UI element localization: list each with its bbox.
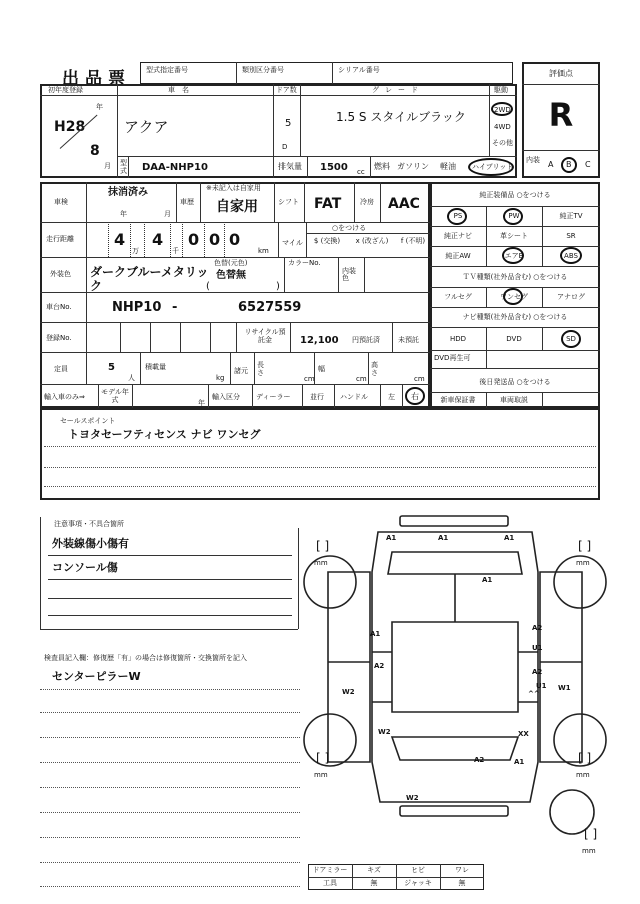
- doors-value: 5: [285, 118, 292, 129]
- warranty: 新車保証書: [440, 396, 476, 404]
- model-year-label: モデル年式: [101, 388, 129, 404]
- height-label: 高さ: [371, 361, 378, 377]
- grade-name: 1.5 S スタイルブラック: [336, 110, 466, 124]
- color-no-label: カラーNo.: [288, 259, 321, 267]
- cc-unit: cc: [357, 168, 365, 176]
- shift-value: FAT: [314, 196, 342, 212]
- diagram-mark: A1: [514, 758, 525, 766]
- chassis-dash: -: [172, 300, 178, 315]
- interior-c: C: [585, 160, 591, 169]
- navi-hdd: HDD: [449, 335, 467, 343]
- height-cm-unit: cm: [414, 375, 425, 383]
- equip-aw-genuine: 純正AW: [445, 252, 471, 260]
- navi-dvd: DVD: [506, 335, 522, 343]
- diagram-mark: A2: [532, 668, 543, 676]
- man-unit: 万: [132, 247, 139, 255]
- drive-4wd: 4WD: [494, 123, 511, 131]
- history-note: ※未記入は自家用: [206, 184, 261, 192]
- fuel-hybrid: ハイブリッド: [472, 163, 514, 171]
- steering-label: ハンドル: [340, 393, 368, 401]
- navi-sd: SD: [566, 335, 576, 343]
- diagram-mark: A1: [482, 576, 493, 584]
- dvd-player: DVD再生可: [434, 354, 471, 362]
- circle-mark-icon: [468, 158, 514, 176]
- equip-pw: PW: [508, 212, 520, 220]
- inspector-text: センターピラーW: [52, 670, 141, 683]
- circle-mark-icon: [561, 330, 581, 348]
- diagram-mark: XX: [518, 730, 529, 738]
- serial-no-label: シリアル番号: [338, 66, 380, 74]
- mileage-circle-note: ○をつける: [332, 224, 367, 232]
- legend-jack-value: 無: [458, 879, 466, 887]
- tyre-rear-left: [304, 714, 356, 766]
- capacity-value: 5: [108, 362, 115, 373]
- later-items-title: 後日発送品 ○をつける: [479, 378, 551, 386]
- inspector-label: 検査員記入欄：修復歴「有」の場合は修復箇所・交換箇所を記入: [44, 654, 247, 662]
- shaken-month-unit: 月: [164, 210, 171, 218]
- first-reg-label: 初年度登録: [48, 86, 83, 94]
- equip-abs: ABS: [564, 252, 578, 260]
- page-title: 出品票: [62, 69, 131, 89]
- import-type-label: 輸入区分: [212, 393, 240, 401]
- mm-unit-rear-right: mm: [576, 771, 590, 779]
- circle-mark-icon: [502, 247, 524, 264]
- chassis-number: 6527559: [238, 300, 302, 315]
- roof-shape: [392, 622, 518, 712]
- equip-leather-seat: 革シート: [500, 232, 528, 240]
- note-line-1: 外装線傷小傷有: [52, 537, 129, 550]
- length-label: 長さ: [257, 361, 264, 377]
- diagram-mark: W2: [342, 688, 355, 696]
- ac-label: 冷房: [360, 198, 374, 206]
- color-label: 外装色: [50, 270, 71, 278]
- mileage-label: 走行距離: [46, 235, 74, 243]
- legend-header-scratch: キズ: [367, 866, 381, 874]
- sen-unit: 千: [172, 247, 179, 255]
- dims-label: 諸元: [234, 367, 248, 375]
- model-type: DAA-NHP10: [142, 162, 208, 173]
- circle-mark-icon: [405, 387, 425, 405]
- load-label: 積載量: [145, 363, 166, 371]
- fuel-label: 燃料: [374, 162, 390, 171]
- displacement-label: 排気量: [278, 162, 302, 171]
- diagram-mark: A1: [504, 534, 515, 542]
- diagram-mark: A2: [374, 662, 385, 670]
- first-reg-era: H28: [54, 119, 86, 135]
- month-unit: 月: [104, 162, 111, 170]
- diagram-mark: A1: [438, 534, 449, 542]
- mileage-exchange-option: $ (交換): [313, 237, 341, 245]
- car-name-label: 車 名: [168, 86, 189, 94]
- shaken-label: 車検: [54, 198, 68, 206]
- circle-mark-icon: [447, 208, 467, 225]
- diagram-mark: A2: [474, 756, 485, 764]
- chassis-prefix: NHP10: [112, 300, 162, 315]
- diagram-mark: W2: [378, 728, 391, 736]
- diagram-mark: W2: [406, 794, 419, 802]
- legend-header-break: ワレ: [455, 866, 469, 874]
- recycle-unpaid: 未預託: [398, 336, 419, 344]
- import-label: 輸入車のみ⇒: [44, 393, 85, 401]
- reg-no-label: 登録No.: [46, 334, 72, 342]
- doors-label: ドア数: [276, 86, 297, 94]
- diagram-mark: A2: [532, 624, 543, 632]
- navi-type-title: ナビ種類(社外品含む) ○をつける: [462, 313, 568, 321]
- equip-tv-genuine: 純正TV: [559, 212, 583, 220]
- year-unit: 年: [96, 103, 103, 111]
- circle-mark-icon: [561, 157, 577, 173]
- tv-analog: アナログ: [557, 293, 585, 301]
- diagram-mark: W1: [558, 684, 571, 692]
- displacement-value: 1500: [320, 162, 348, 173]
- color-change-label: 色替(元色): [214, 259, 248, 267]
- mileage-digit-5: 0: [229, 230, 241, 249]
- car-damage-diagram: [300, 512, 610, 862]
- tv-type-title: ＴＶ種類(社外品含む) ○をつける: [462, 273, 568, 281]
- model-year-unit: 年: [198, 399, 205, 407]
- windshield-shape: [388, 552, 522, 574]
- legend-tools: 工具: [323, 879, 337, 887]
- ac-value: AAC: [388, 196, 420, 212]
- shaken-year-unit: 年: [120, 210, 127, 218]
- legend-jack: ジャッキ: [404, 879, 432, 887]
- notes-label: 注意事項・不具合箇所: [54, 520, 124, 528]
- mileage-digit-4: 0: [209, 230, 221, 249]
- mileage-altered-option: x (改ざん): [355, 237, 389, 245]
- circle-mark-icon: [560, 247, 582, 264]
- shaken-value: 抹消済み: [108, 187, 148, 198]
- circle-mark-icon: [503, 288, 523, 305]
- color-change-value: 色替無: [216, 270, 246, 281]
- model-cert-no-label: 型式指定番号: [146, 66, 188, 74]
- tyre-front-left: [304, 556, 356, 608]
- circle-mark-icon: [491, 102, 513, 116]
- front-bumper-shape: [400, 516, 508, 526]
- steering-left: 左: [388, 393, 395, 401]
- sales-point-text: トヨタセーフティセンス ナビ ワンセグ: [68, 428, 261, 441]
- first-reg-month: 8: [90, 143, 100, 159]
- steering-right: 右: [411, 392, 419, 401]
- mileage-digit-3: 0: [188, 230, 200, 249]
- length-cm-unit: cm: [304, 375, 315, 383]
- manual: 車両取説: [500, 396, 528, 404]
- grade-name-label: グレード: [372, 86, 424, 94]
- width-label: 幅: [318, 365, 325, 373]
- circle-mark-icon: [503, 208, 523, 225]
- tv-oneseg: ワンセグ: [500, 293, 528, 301]
- model-type-label: 型式: [120, 159, 127, 175]
- diagram-mark: A1: [370, 630, 381, 638]
- doors-suffix: D: [282, 143, 288, 151]
- fuel-gasoline: ガソリン: [397, 162, 429, 171]
- equip-navi-genuine: 純正ナビ: [444, 232, 472, 240]
- interior-label: 内装: [526, 156, 540, 164]
- interior-color-label: 内装色: [342, 267, 356, 282]
- load-kg-unit: kg: [216, 374, 225, 382]
- mile-label: マイル: [282, 239, 303, 247]
- car-name: アクア: [124, 118, 169, 136]
- legend-tools-value: 無: [370, 879, 378, 887]
- mileage-digit-1: 4: [114, 230, 126, 249]
- mileage-unknown-option: f (不明): [400, 237, 426, 245]
- recycle-paid: 円預託済: [352, 336, 380, 344]
- rear-bumper-shape: [400, 806, 508, 816]
- mm-unit-front-right: mm: [576, 559, 590, 567]
- id-number-row: [140, 62, 513, 84]
- chassis-label: 車台No.: [46, 303, 72, 311]
- genuine-title: 純正装備品 ○をつける: [479, 191, 551, 199]
- mileage-digit-2: 4: [152, 230, 164, 249]
- recycle-label: リサイクル預託金: [244, 328, 286, 345]
- rear-window-shape: [392, 737, 518, 760]
- category-no-label: 類別区分番号: [242, 66, 284, 74]
- diagram-mark: U1: [536, 682, 547, 690]
- evaluation-label: 評価点: [549, 69, 573, 78]
- km-unit: km: [258, 247, 269, 255]
- interior-b: B: [566, 160, 572, 169]
- import-dealer: ディーラー: [256, 393, 291, 401]
- drive-2wd: 2WD: [494, 106, 511, 114]
- import-parallel: 並行: [310, 393, 324, 401]
- legend-header-crack: ヒビ: [411, 866, 425, 874]
- mm-unit-front-left: mm: [314, 559, 328, 567]
- history-value: 自家用: [216, 199, 258, 215]
- drive-label: 駆動: [494, 86, 508, 94]
- evaluation-grade: R: [548, 96, 574, 134]
- width-cm-unit: cm: [356, 375, 367, 383]
- mm-unit-spare: mm: [582, 847, 596, 855]
- capacity-label: 定員: [54, 365, 68, 373]
- diagram-mark: U1: [532, 644, 543, 652]
- recycle-value: 12,100: [300, 335, 339, 346]
- capacity-unit: 人: [128, 374, 135, 382]
- fuel-diesel: 軽油: [440, 162, 456, 171]
- diagram-mark: ^^: [528, 690, 540, 698]
- history-label: 車歴: [180, 198, 194, 206]
- equip-ps: PS: [453, 212, 463, 220]
- interior-a: A: [548, 160, 554, 169]
- mm-unit-rear-left: mm: [314, 771, 328, 779]
- color-value: ダークブルーメタリック: [90, 265, 209, 293]
- legend-header-mirror: ドアミラー: [312, 866, 348, 874]
- equip-sr: SR: [566, 232, 576, 240]
- sales-point-label: セールスポイント: [60, 417, 116, 425]
- tv-fullseg: フルセグ: [444, 293, 472, 301]
- shift-label: シフト: [278, 198, 299, 206]
- note-line-2: コンソール傷: [52, 561, 118, 574]
- equip-airbag: エアB: [504, 252, 524, 260]
- diagram-mark: A1: [386, 534, 397, 542]
- drive-other: その他: [492, 139, 513, 147]
